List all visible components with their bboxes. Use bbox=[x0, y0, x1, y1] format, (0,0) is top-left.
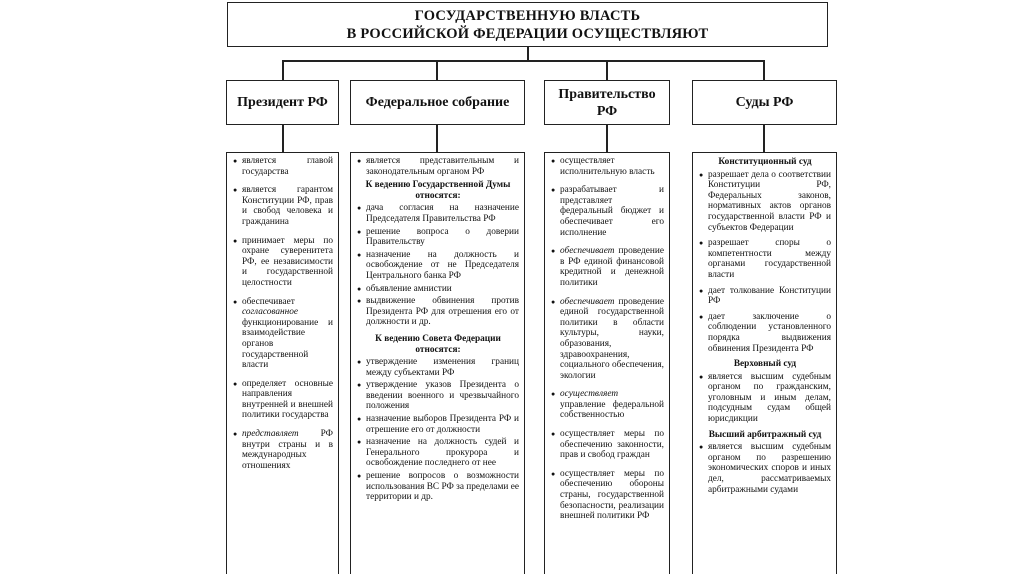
list-item: ● решение вопросов о возможности использования ВС РФ за пределами ее территории и др. bbox=[357, 471, 519, 503]
connector-government-down bbox=[606, 125, 608, 152]
list-item: ● обеспечивает проведение единой государственной политики в области культуры, науки, образования, здравоохранения, социального обеспечения, экологии bbox=[551, 297, 664, 382]
list-item: ● обеспечивает проведение в РФ единой финансовой кредитной и денежной политики bbox=[551, 246, 664, 288]
list-item: ● дает толкование Конституции РФ bbox=[699, 286, 831, 307]
connector-assembly bbox=[436, 60, 438, 80]
assembly-column bbox=[350, 152, 525, 574]
list-item: ● осуществляет меры по обеспечению законности, прав и свобод граждан bbox=[551, 429, 664, 461]
list-item: ● является гарантом Конституции РФ, прав и свобод человека и гражданина bbox=[233, 185, 333, 227]
list-item: ● является главой государства bbox=[233, 156, 333, 177]
connector-government bbox=[606, 60, 608, 80]
list-item: ● назначение на должность судей и Генерального прокурора и освобождение последнего от нее bbox=[357, 437, 519, 469]
list-item: ● разрешает споры о компетентности между органами государственной власти bbox=[699, 238, 831, 280]
connector-president-down bbox=[282, 125, 284, 152]
branch-president-label: Президент РФ bbox=[237, 95, 328, 110]
branch-courts bbox=[692, 80, 837, 125]
arbitration-court-heading: Высший арбитражный суд bbox=[708, 429, 822, 440]
government-column bbox=[544, 152, 670, 574]
list-item: ● утверждение изменения границ между субъектами РФ bbox=[357, 357, 519, 378]
list-item: ● принимает меры по охране суверенитета РФ, ее независимости и государственной целостности bbox=[233, 236, 333, 289]
list-item: ● утверждение указов Президента о введении военного и чрезвычайного положения bbox=[357, 380, 519, 412]
list-item: ● выдвижение обвинения против Президента РФ для отрешения его от должности и др. bbox=[357, 296, 519, 328]
connector-horizontal bbox=[282, 60, 763, 62]
courts-column bbox=[692, 152, 837, 574]
connector-courts-down bbox=[763, 125, 765, 152]
supreme-court-heading: Верховный суд bbox=[733, 359, 797, 370]
list-item: ● дает заключение о соблюдении установленного порядка выдвижения обвинения Президента РФ bbox=[699, 312, 831, 354]
list-item: ● разрешает дела о соответствии Конституции РФ, Федеральных законов, нормативных актов органов государственной власти РФ и субъектов Федерации bbox=[699, 170, 831, 234]
president-column bbox=[226, 152, 339, 574]
list-item: ● является высшим судебным органом по гражданским, уголовным и иным делам, подсудным судам общей юрисдикции bbox=[699, 372, 831, 425]
list-item: ● осуществляет управление федеральной собственностью bbox=[551, 389, 664, 421]
branch-government-label: Правительство РФ bbox=[558, 86, 656, 119]
connector-assembly-down bbox=[436, 125, 438, 152]
list-item: ● обеспечивает согласованное функционирование и взаимодействие органов государственной власти bbox=[233, 297, 333, 371]
branch-president bbox=[226, 80, 339, 125]
branch-government bbox=[544, 80, 670, 125]
list-item: ● осуществляет меры по обеспечению обороны страны, государственной безопасности, реализации внешней политики РФ bbox=[551, 469, 664, 522]
title-line-2: В РОССИЙСКОЙ ФЕДЕРАЦИИ ОСУЩЕСТВЛЯЮТ bbox=[346, 26, 709, 42]
list-item: ● представляет РФ внутри страны и в международных отношениях bbox=[233, 429, 333, 471]
branch-courts-label: Суды РФ bbox=[735, 95, 794, 110]
list-item: ● является высшим судебным органом по разрешению экономических споров и иных дел, рассматриваемых арбитражными судами bbox=[699, 442, 831, 495]
list-item: ● определяет основные направления внутренней и внешней политики государства bbox=[233, 379, 333, 421]
connector-courts bbox=[763, 60, 765, 80]
constitutional-court-heading: Конституционный суд bbox=[718, 157, 812, 167]
duma-heading: К ведению Государственной Думы относятся: bbox=[365, 180, 511, 201]
title-line-1: ГОСУДАРСТВЕННУЮ ВЛАСТЬ bbox=[414, 8, 641, 24]
list-item: ● осуществляет исполнительную власть bbox=[551, 156, 664, 177]
council-heading: К ведению Совета Федерации относятся: bbox=[375, 333, 501, 355]
connector-president bbox=[282, 60, 284, 80]
branch-assembly bbox=[350, 80, 525, 125]
connector-title-down bbox=[527, 47, 529, 61]
list-item: ● объявление амнистии bbox=[357, 284, 519, 295]
branch-assembly-label: Федеральное собрание bbox=[365, 95, 510, 110]
list-item: ● назначение выборов Президента РФ и отрешение его от должности bbox=[357, 414, 519, 435]
list-item: ● разрабатывает и представляет федеральный бюджет и обеспечивает его исполнение bbox=[551, 185, 664, 238]
list-item: ● является представительным и законодательным органом РФ bbox=[357, 156, 519, 177]
diagram-title bbox=[227, 2, 828, 47]
list-item: ● назначение на должность и освобождение от не Председателя Центрального банка РФ bbox=[357, 250, 519, 282]
list-item: ● дача согласия на назначение Председателя Правительства РФ bbox=[357, 203, 519, 224]
list-item: ● решение вопроса о доверии Правительству bbox=[357, 227, 519, 248]
